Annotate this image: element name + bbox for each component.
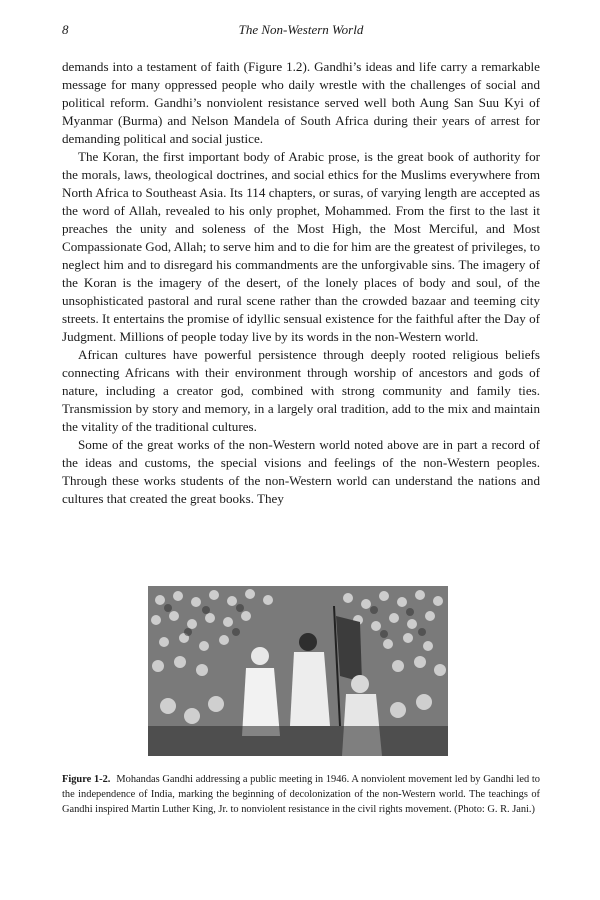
page-number: 8 <box>62 22 69 37</box>
paragraph: African cultures have powerful persistence through deeply rooted religious beliefs connecting Africans with their environment through worship of ancestors and gods of nature, including a creator god, combined with strong community and family ties. Transmission by story and memory, in a largely oral tradition, add to the mix and maintain the vitality of the traditional cultures. <box>62 347 540 434</box>
figure-label: Figure 1-2. <box>62 774 111 785</box>
body-text <box>62 58 540 508</box>
crowd-photo-illustration <box>148 586 448 756</box>
gandhi-photo <box>148 586 448 756</box>
running-title: The Non-Western World <box>238 22 364 37</box>
running-header <box>62 22 540 40</box>
figure-caption <box>62 772 540 817</box>
paragraph: Some of the great works of the non-Western world noted above are in part a record of the ideas and customs, the special visions and feelings of the non-Western peoples. Through these works students of the non-Western world can understand the nations and cultures that created the great books. They <box>62 437 540 506</box>
caption-text: Mohandas Gandhi addressing a public meeting in 1946. A nonviolent movement led by Gandhi led to the independence of India, marking the beginning of decolonization of the non-Western world. The teachings of Gandhi inspired Martin Luther King, Jr. to nonviolent resistance in the civil rights movement. (Photo: G. R. Jani.) <box>62 774 540 815</box>
paragraph: demands into a testament of faith (Figure 1.2). Gandhi’s ideas and life carry a remarkable message for many oppressed people who daily wrestle with the challenges of social and political reform. Gandhi’s nonviolent resistance served well both Aung San Suu Kyi of Myanmar (Burma) and Nelson Mandela of South Africa during their years of arrest for demanding political and social justice. <box>62 59 540 146</box>
paragraph: The Koran, the first important body of Arabic prose, is the great book of authority for the morals, laws, theological doctrines, and social ethics for the Muslims everywhere from North Africa to Southeast Asia. Its 114 chapters, or suras, of varying length are accepted as the word of Allah, revealed to his only prophet, Mohammed. From the first to the last it preaches the unity and soleness of the Most High, the Most Merciful, and Most Compassionate God, Allah; to serve him and to die for him are the greatest of privileges, to neglect him and to disregard his commandments are the unforgivable sins. The imagery of the Koran is the imagery of the desert, of the lonely places of body and soul, of the unsophisticated pastoral and rural scene rather than the crowded bazaar and teeming city streets. It entertains the promise of idyllic sensual existence for the faithful after the Day of Judgment. Millions of people today live by its words in the non-Western world. <box>62 149 540 344</box>
